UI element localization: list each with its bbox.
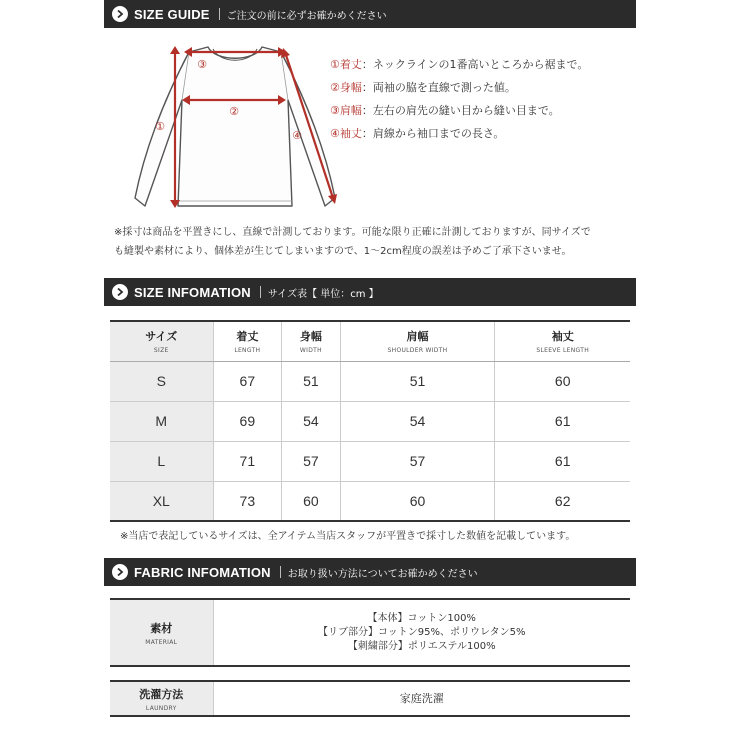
laundry-value-cell — [213, 681, 630, 716]
size-info-subtitle: サイズ表【 単位：cm 】 — [267, 288, 379, 300]
legend-desc: ：左右の肩先の縫い目から縫い目まで。 — [361, 103, 560, 117]
laundry-row — [110, 681, 630, 716]
col-header-width: 身幅 WIDTH — [282, 321, 340, 361]
length-cell: 69 — [213, 401, 282, 441]
size-cell: L — [110, 441, 213, 481]
col-header-size: サイズ SIZE — [110, 321, 213, 361]
chevron-right-icon — [112, 564, 128, 580]
material-label: 素材 — [150, 621, 173, 635]
fabric-info-title: FABRIC INFOMATION — [134, 564, 271, 580]
length-cell: 71 — [213, 441, 282, 481]
fabric-info-header — [104, 558, 636, 586]
shoulder-cell: 60 — [340, 481, 495, 521]
material-line: 【リブ部分】コットン95%、ポリウレタン5% — [318, 626, 526, 638]
col-header-sleeve: 袖丈 SLEEVE LENGTH — [495, 321, 630, 361]
size-table — [110, 320, 630, 522]
measurement-note — [114, 223, 591, 261]
material-line: 【刺繍部分】ポリエステル100% — [347, 640, 496, 652]
size-cell: XL — [110, 481, 213, 521]
measurement-legend — [330, 52, 588, 144]
marker-width: ② — [229, 105, 239, 118]
shoulder-cell: 54 — [340, 401, 495, 441]
length-cell: 67 — [213, 361, 282, 401]
legend-item-sleeve — [330, 121, 588, 144]
marker-shoulder: ③ — [197, 58, 207, 71]
divider — [280, 566, 281, 578]
divider — [219, 8, 220, 20]
marker-sleeve: ④ — [292, 129, 302, 142]
laundry-table — [110, 680, 630, 717]
shirt-outline — [135, 47, 335, 206]
material-line: 【本体】コットン100% — [367, 612, 476, 624]
size-cell: M — [110, 401, 213, 441]
size-info-title: SIZE INFOMATION — [134, 284, 251, 300]
table-row — [110, 401, 630, 441]
fabric-info-subtitle: お取り扱い方法についてお確かめください — [287, 568, 478, 580]
material-sublabel: MATERIAL — [145, 638, 178, 646]
width-cell: 54 — [282, 401, 340, 441]
legend-key: ①着丈 — [330, 57, 362, 71]
legend-key: ④袖丈 — [330, 126, 362, 140]
measurement-note-line: ※採寸は商品を平置きにし、直線で計測しております。可能な限り正確に計測しておりますが、同サイズで — [114, 227, 591, 238]
measurement-note-line: も縫製や素材により、個体差が生じてしまいますので、1〜2cm程度の誤差は予めご了承下さいませ。 — [114, 246, 572, 257]
garment-diagram — [120, 38, 350, 218]
size-cell: S — [110, 361, 213, 401]
material-row — [110, 599, 630, 666]
material-table — [110, 598, 630, 667]
table-row — [110, 441, 630, 481]
legend-key: ②身幅 — [330, 80, 362, 94]
divider — [260, 286, 261, 298]
size-guide-header — [104, 0, 636, 28]
chevron-right-icon — [112, 284, 128, 300]
shoulder-cell: 57 — [340, 441, 495, 481]
chevron-right-icon — [112, 6, 128, 22]
legend-desc: ：ネックラインの1番高いところから裾まで。 — [361, 57, 589, 71]
legend-key: ③肩幅 — [330, 103, 362, 117]
length-cell: 73 — [213, 481, 282, 521]
size-info-header — [104, 278, 636, 306]
laundry-label: 洗濯方法 — [139, 687, 184, 701]
table-row — [110, 481, 630, 521]
legend-item-length — [330, 52, 588, 75]
legend-item-width — [330, 75, 588, 98]
laundry-value: 家庭洗濯 — [399, 691, 444, 705]
col-header-length: 着丈 LENGTH — [213, 321, 282, 361]
shoulder-cell: 51 — [340, 361, 495, 401]
legend-desc: ：肩線から袖口までの長さ。 — [361, 126, 505, 140]
sleeve-cell: 61 — [495, 441, 630, 481]
sleeve-cell: 62 — [495, 481, 630, 521]
material-value-cell — [213, 599, 630, 666]
sleeve-cell: 61 — [495, 401, 630, 441]
size-table-header-row — [110, 321, 630, 361]
sleeve-cell: 60 — [495, 361, 630, 401]
legend-item-shoulder — [330, 98, 588, 121]
legend-desc: ：両袖の脇を直線で測った値。 — [361, 80, 516, 94]
length-arrow-top — [170, 46, 180, 54]
sleeve-arrow-top — [281, 48, 290, 58]
size-table-note: ※当店で表記しているサイズは、全アイテム当店スタッフが平置きで採寸した数値を記載しています。 — [120, 531, 576, 542]
width-cell: 51 — [282, 361, 340, 401]
size-guide-subtitle: ご注文の前に必ずお確かめください — [226, 10, 387, 22]
width-cell: 57 — [282, 441, 340, 481]
sleeve-line — [286, 55, 333, 198]
material-label-cell — [110, 599, 213, 666]
laundry-label-cell — [110, 681, 213, 716]
laundry-sublabel: LAUNDRY — [145, 704, 177, 712]
marker-length: ① — [155, 120, 165, 133]
col-header-shoulder: 肩幅 SHOULDER WIDTH — [340, 321, 495, 361]
table-row — [110, 361, 630, 401]
size-guide-title: SIZE GUIDE — [134, 6, 210, 22]
width-cell: 60 — [282, 481, 340, 521]
